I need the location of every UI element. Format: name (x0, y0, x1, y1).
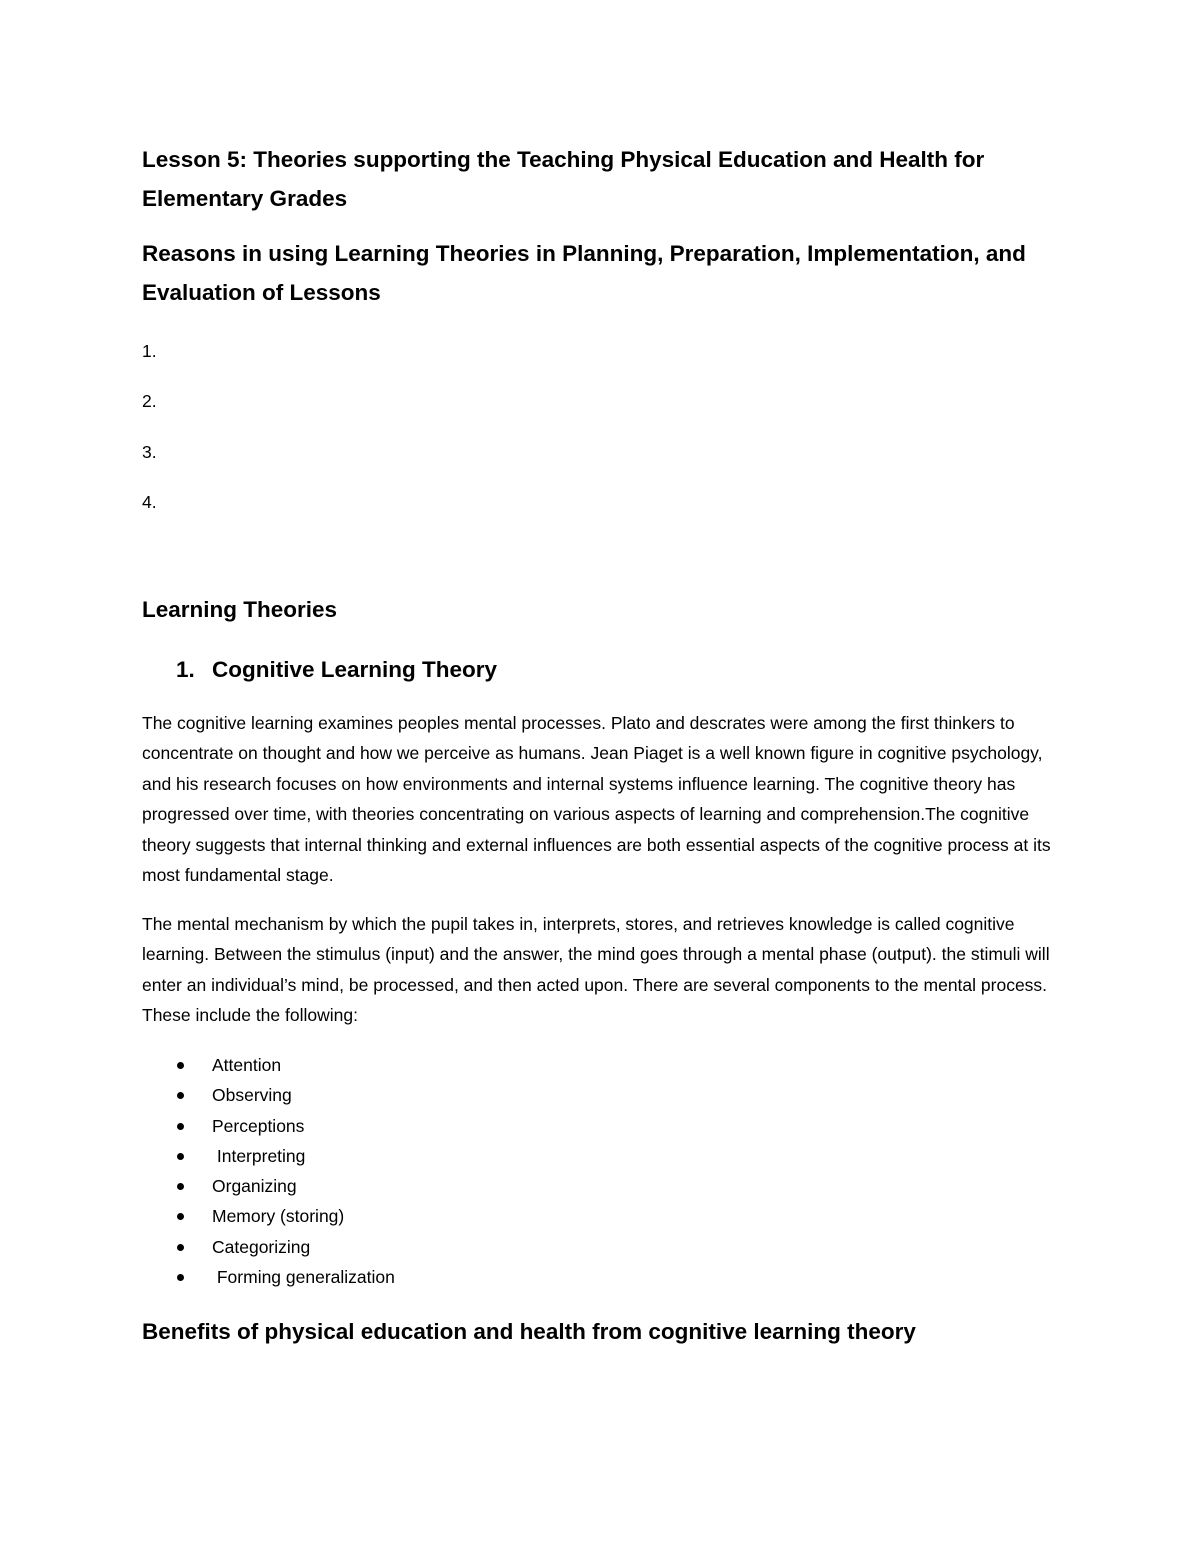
cognitive-theory-heading (176, 655, 497, 685)
reason-item-1: 1. (142, 341, 157, 361)
bullet-icon (177, 1062, 184, 1069)
list-item-text: Observing (212, 1085, 292, 1106)
bullet-icon (177, 1123, 184, 1130)
bullet-icon (177, 1274, 184, 1281)
list-item (142, 1141, 395, 1171)
lesson-title: Lesson 5: Theories supporting the Teaching Physical Education and Health for Elementary Grades (142, 147, 985, 211)
list-item (142, 1050, 395, 1080)
list-item-text: Perceptions (212, 1115, 305, 1136)
document-page (142, 140, 1062, 1344)
list-item-text: Forming generalization (212, 1267, 395, 1288)
list-item-text: Organizing (212, 1176, 297, 1197)
bullet-icon (177, 1213, 184, 1220)
learning-theories-heading: Learning Theories (142, 597, 338, 622)
theory-number: 1. (176, 657, 195, 682)
reason-item-2: 2. (142, 391, 157, 411)
list-item-text: Attention (212, 1055, 282, 1075)
list-item-text: Interpreting (212, 1145, 306, 1166)
reasons-heading: Reasons in using Learning Theories in Planning, Preparation, Implementation, and Evaluation of Lessons (142, 241, 1026, 305)
reason-item-4: 4. (142, 492, 157, 512)
components-list (142, 1050, 395, 1292)
list-item (142, 1232, 395, 1262)
list-item-text: Categorizing (212, 1236, 311, 1257)
list-item (142, 1262, 395, 1292)
bullet-icon (177, 1244, 184, 1251)
list-item (142, 1171, 395, 1201)
benefits-heading: Benefits of physical education and health from cognitive learning theory (142, 1319, 916, 1344)
paragraph-2: The mental mechanism by which the pupil takes in, interprets, stores, and retrieves knowledge is called cognitive learning. Between the stimulus (input) and the answer, the mind goes through a mental phase (output). the stimuli will enter an individual’s mind, be processed, and then acted upon. There are several components to the mental process. These include the following: (142, 914, 1050, 1026)
reason-item-3: 3. (142, 442, 157, 462)
theory-title: Cognitive Learning Theory (212, 657, 498, 682)
paragraph-1: The cognitive learning examines peoples mental processes. Plato and descrates were among the first thinkers to concentrate on thought and how we perceive as humans. Jean Piaget is a well known figure in cognitive psychology, and his research focuses on how environments and internal systems influence learning. The cognitive theory has progressed over time, with theories concentrating on various aspects of learning and comprehension.The cognitive theory suggests that internal thinking and external influences are both essential aspects of the cognitive process at its most fundamental stage. (142, 713, 1051, 886)
list-item-text: Memory (storing) (212, 1206, 345, 1227)
list-item (142, 1201, 395, 1231)
list-item (142, 1080, 395, 1110)
list-item (142, 1111, 395, 1141)
bullet-icon (177, 1153, 184, 1160)
bullet-icon (177, 1183, 184, 1190)
bullet-icon (177, 1092, 184, 1099)
